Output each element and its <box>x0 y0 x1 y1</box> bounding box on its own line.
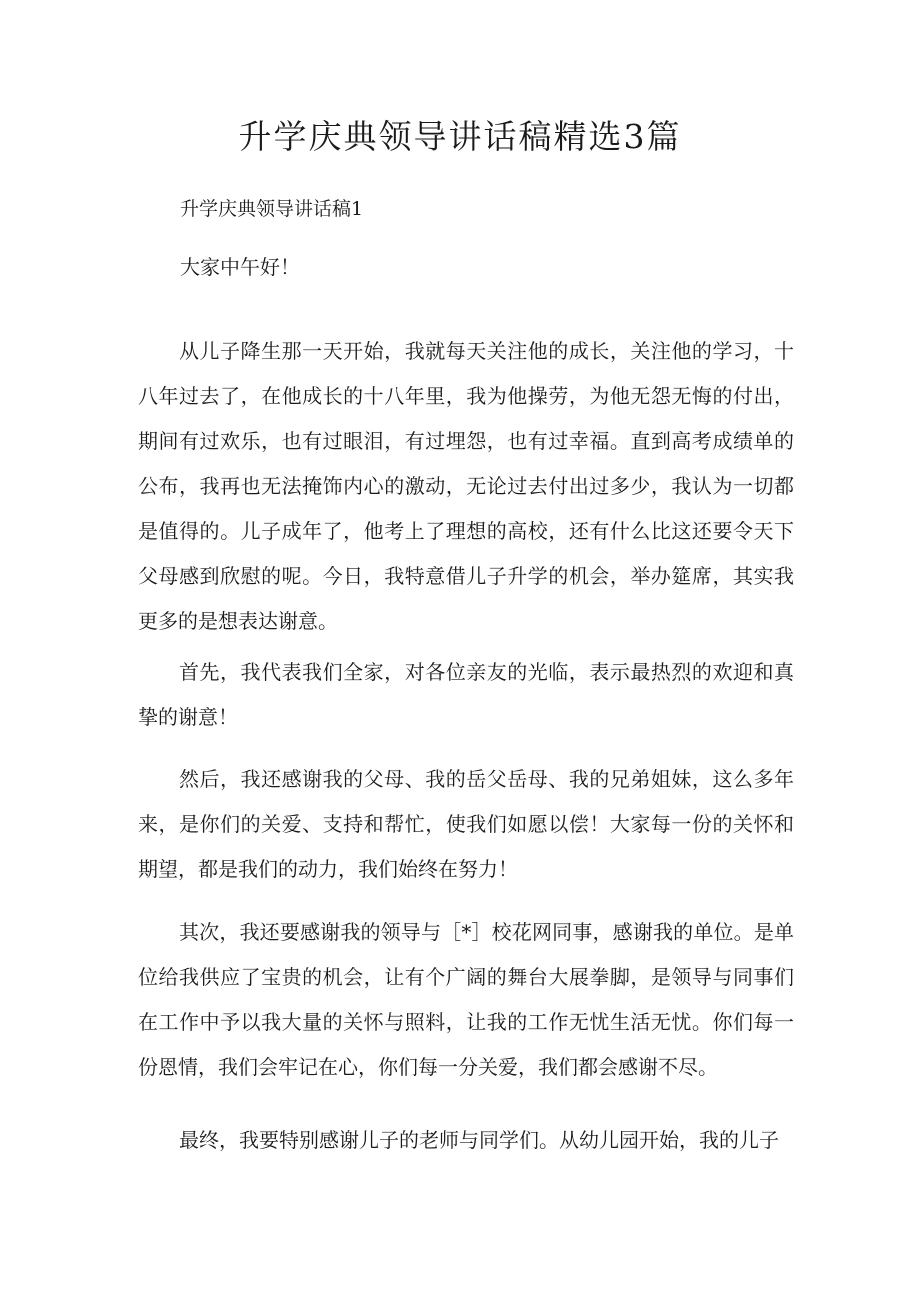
paragraph: 首先，我代表我们全家，对各位亲友的光临，表示最热烈的欢迎和真挚的谢意！ <box>138 660 794 729</box>
paragraph: 从儿子降生那一天开始，我就每天关注他的成长，关注他的学习，十八年过去了，在他成长的十八年里，我为他操劳，为他无怨无悔的付出，期间有过欢乐，也有过眼泪，有过埋怨，也有过幸福。直到高考成绩单的公布，我再也无法掩饰内心的激动，无论过去付出过多少，我认为一切都是值得的。儿子成年了，他考上了理想的高校，还有什么比这还要令天下父母感到欣慰的呢。今日，我特意借儿子升学的机会，举办筵席，其实我更多的是想表达谢意。 <box>138 339 794 633</box>
paragraph: 然后，我还感谢我的父母、我的岳父岳母、我的兄弟姐妹，这么多年来，是你们的关爱、支持和帮忙，使我们如愿以偿！大家每一份的关怀和期望，都是我们的动力，我们始终在努力！ <box>138 767 794 881</box>
paragraph: 其次，我还要感谢我的领导与［*］校花网同事，感谢我的单位。是单位给我供应了宝贵的机会，让有个广阔的舞台大展拳脚，是领导与同事们在工作中予以我大量的关怀与照料，让我的工作无忧生活无忧。你们每一份恩情，我们会牢记在心，你们每一分关爱，我们都会感谢不尽。 <box>138 920 794 1079</box>
greeting-line: 大家中午好！ <box>180 255 300 279</box>
paragraph: 最终，我要特别感谢儿子的老师与同学们。从幼儿园开始，我的儿子 <box>179 1128 779 1152</box>
document-subtitle: 升学庆典领导讲话稿1 <box>180 198 364 220</box>
document-title: 升学庆典领导讲话稿精选3篇 <box>238 117 682 156</box>
